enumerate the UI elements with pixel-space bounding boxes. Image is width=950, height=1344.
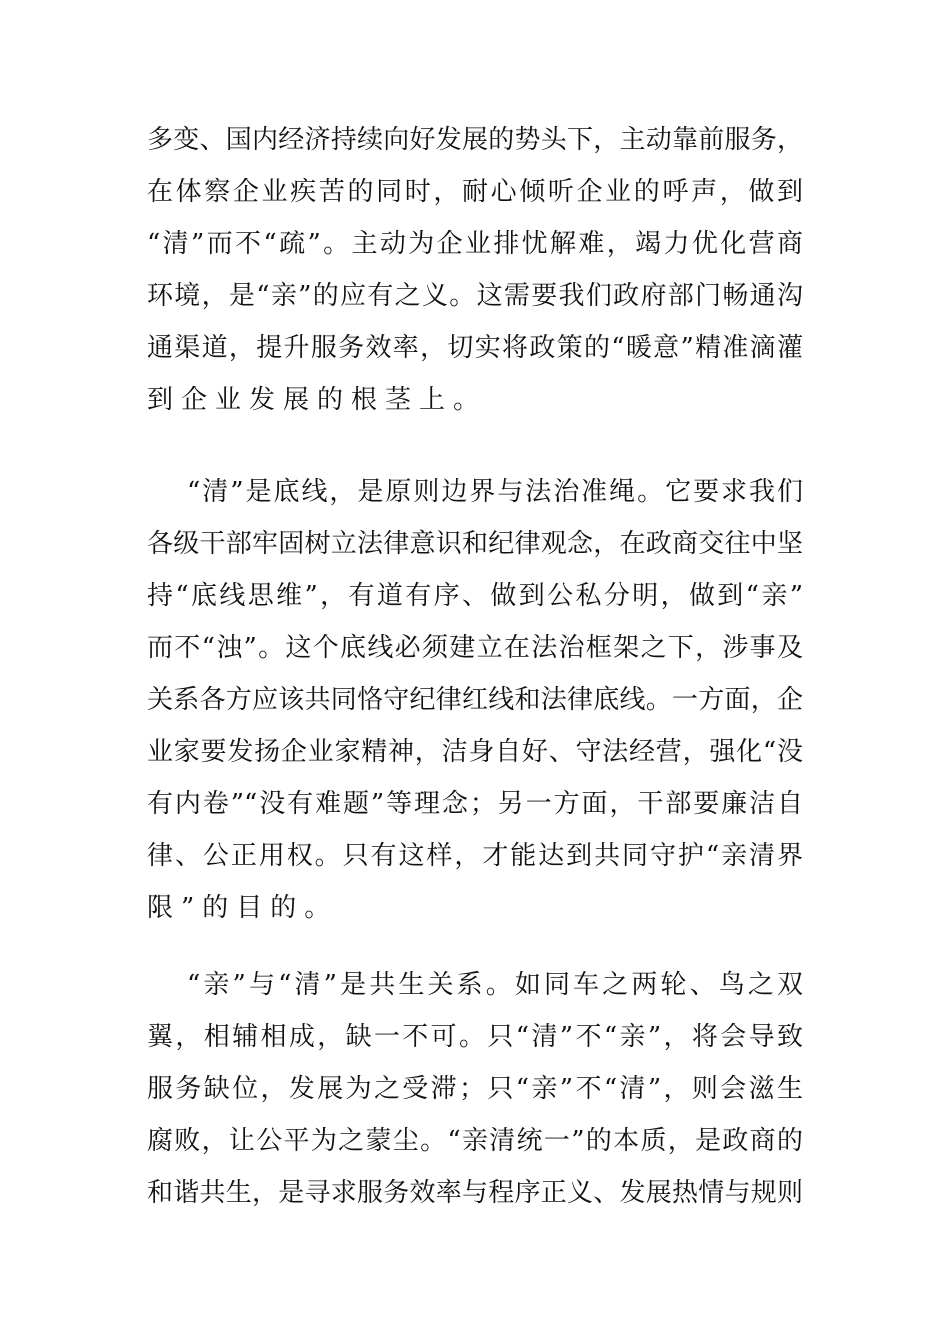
- text-line: “亲”与“清”是共生关系。如同车之两轮、鸟之双: [187, 970, 803, 1000]
- text-line: “清”是底线，是原则边界与法治准绳。它要求我们: [187, 477, 803, 507]
- text-line: “清”而不“疏”。主动为企业排忧解难，竭力优化营商: [147, 229, 803, 259]
- paragraph-2: [147, 466, 803, 934]
- text-line: 有内卷”“没有难题”等理念；另一方面，干部要廉洁自: [147, 789, 803, 819]
- text-line: 腐败，让公平为之蒙尘。“亲清统一”的本质，是政商的: [147, 1126, 803, 1156]
- text-line: 限”的目的。: [147, 893, 339, 923]
- paragraph-1: [147, 114, 803, 426]
- text-line: 翼，相辅相成，缺一不可。只“清”不“亲”，将会导致: [147, 1022, 803, 1052]
- text-line: 律、公正用权。只有这样，才能达到共同守护“亲清界: [147, 841, 803, 871]
- text-line: 通渠道，提升服务效率，切实将政策的“暖意”精准滴灌: [147, 333, 803, 363]
- text-line: 持“底线思维”，有道有序、做到公私分明，做到“亲”: [147, 581, 803, 611]
- text-line: 在体察企业疾苦的同时，耐心倾听企业的呼声，做到: [147, 177, 803, 207]
- text-line: 到企业发展的根茎上。: [147, 385, 488, 415]
- paragraph-3: [147, 959, 803, 1219]
- text-line: 和谐共生，是寻求服务效率与程序正义、发展热情与规则: [147, 1178, 803, 1208]
- text-line: 业家要发扬企业家精神，洁身自好、守法经营，强化“没: [147, 737, 803, 767]
- text-line: 各级干部牢固树立法律意识和纪律观念，在政商交往中坚: [147, 529, 803, 559]
- text-line: 服务缺位，发展为之受滞；只“亲”不“清”，则会滋生: [147, 1074, 803, 1104]
- text-line: 而不“浊”。这个底线必须建立在法治框架之下，涉事及: [147, 633, 803, 663]
- text-line: 环境，是“亲”的应有之义。这需要我们政府部门畅通沟: [147, 281, 803, 311]
- text-line: 多变、国内经济持续向好发展的势头下，主动靠前服务，: [147, 125, 803, 155]
- text-line: 关系各方应该共同恪守纪律红线和法律底线。一方面，企: [147, 685, 803, 715]
